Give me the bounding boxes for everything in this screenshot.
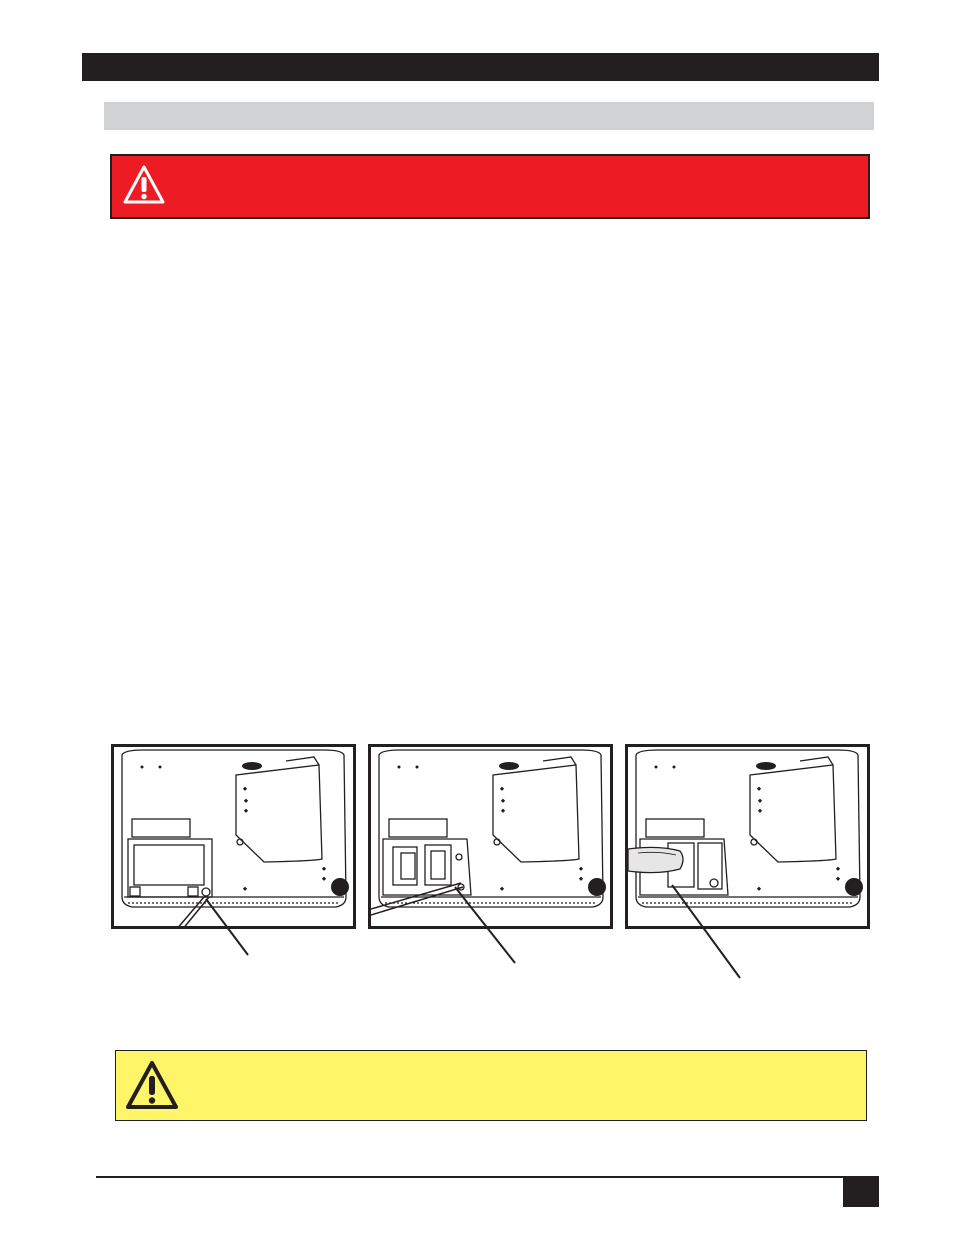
caution-triangle-icon bbox=[124, 1059, 180, 1113]
footer-rule bbox=[96, 1176, 879, 1178]
caution-box bbox=[115, 1050, 867, 1121]
page-number-box bbox=[843, 1176, 879, 1207]
